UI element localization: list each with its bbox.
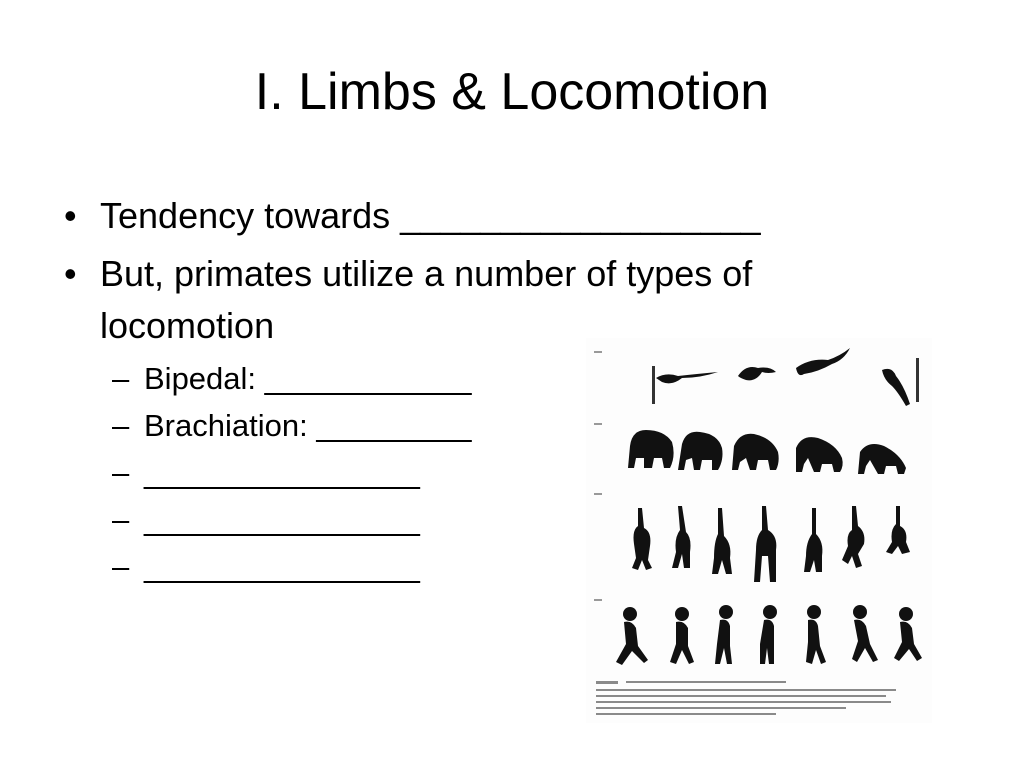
locomotion-row-bipedal [594, 600, 922, 665]
sub-bullet-text: ________________ [144, 549, 420, 584]
locomotion-row-brachiation [594, 494, 910, 582]
locomotion-row-leaping [594, 348, 919, 406]
bullet-glyph: • [64, 253, 77, 294]
bullet-item [64, 190, 884, 242]
bullet-text: But, primates utilize a number of types of locomotion [100, 253, 753, 346]
figure-caption-lines [596, 681, 896, 715]
locomotion-row-knuckle-walking [594, 424, 906, 474]
sub-bullet-text: ________________ [144, 455, 420, 490]
sub-bullet-text: Brachiation: _________ [144, 408, 472, 443]
bullet-text: Tendency towards __________________ [100, 195, 761, 236]
sub-bullet-text: Bipedal: ____________ [144, 361, 472, 396]
dash-glyph: – [112, 408, 130, 443]
dash-glyph: – [112, 455, 130, 490]
locomotion-figure-image [586, 338, 932, 723]
dash-glyph: – [112, 361, 130, 396]
dash-glyph: – [112, 549, 130, 584]
sub-bullet-text: ________________ [144, 502, 420, 537]
bullet-glyph: • [64, 195, 77, 236]
slide-title: I. Limbs & Locomotion [254, 63, 770, 121]
dash-glyph: – [112, 502, 130, 537]
bullet-item [64, 248, 884, 352]
